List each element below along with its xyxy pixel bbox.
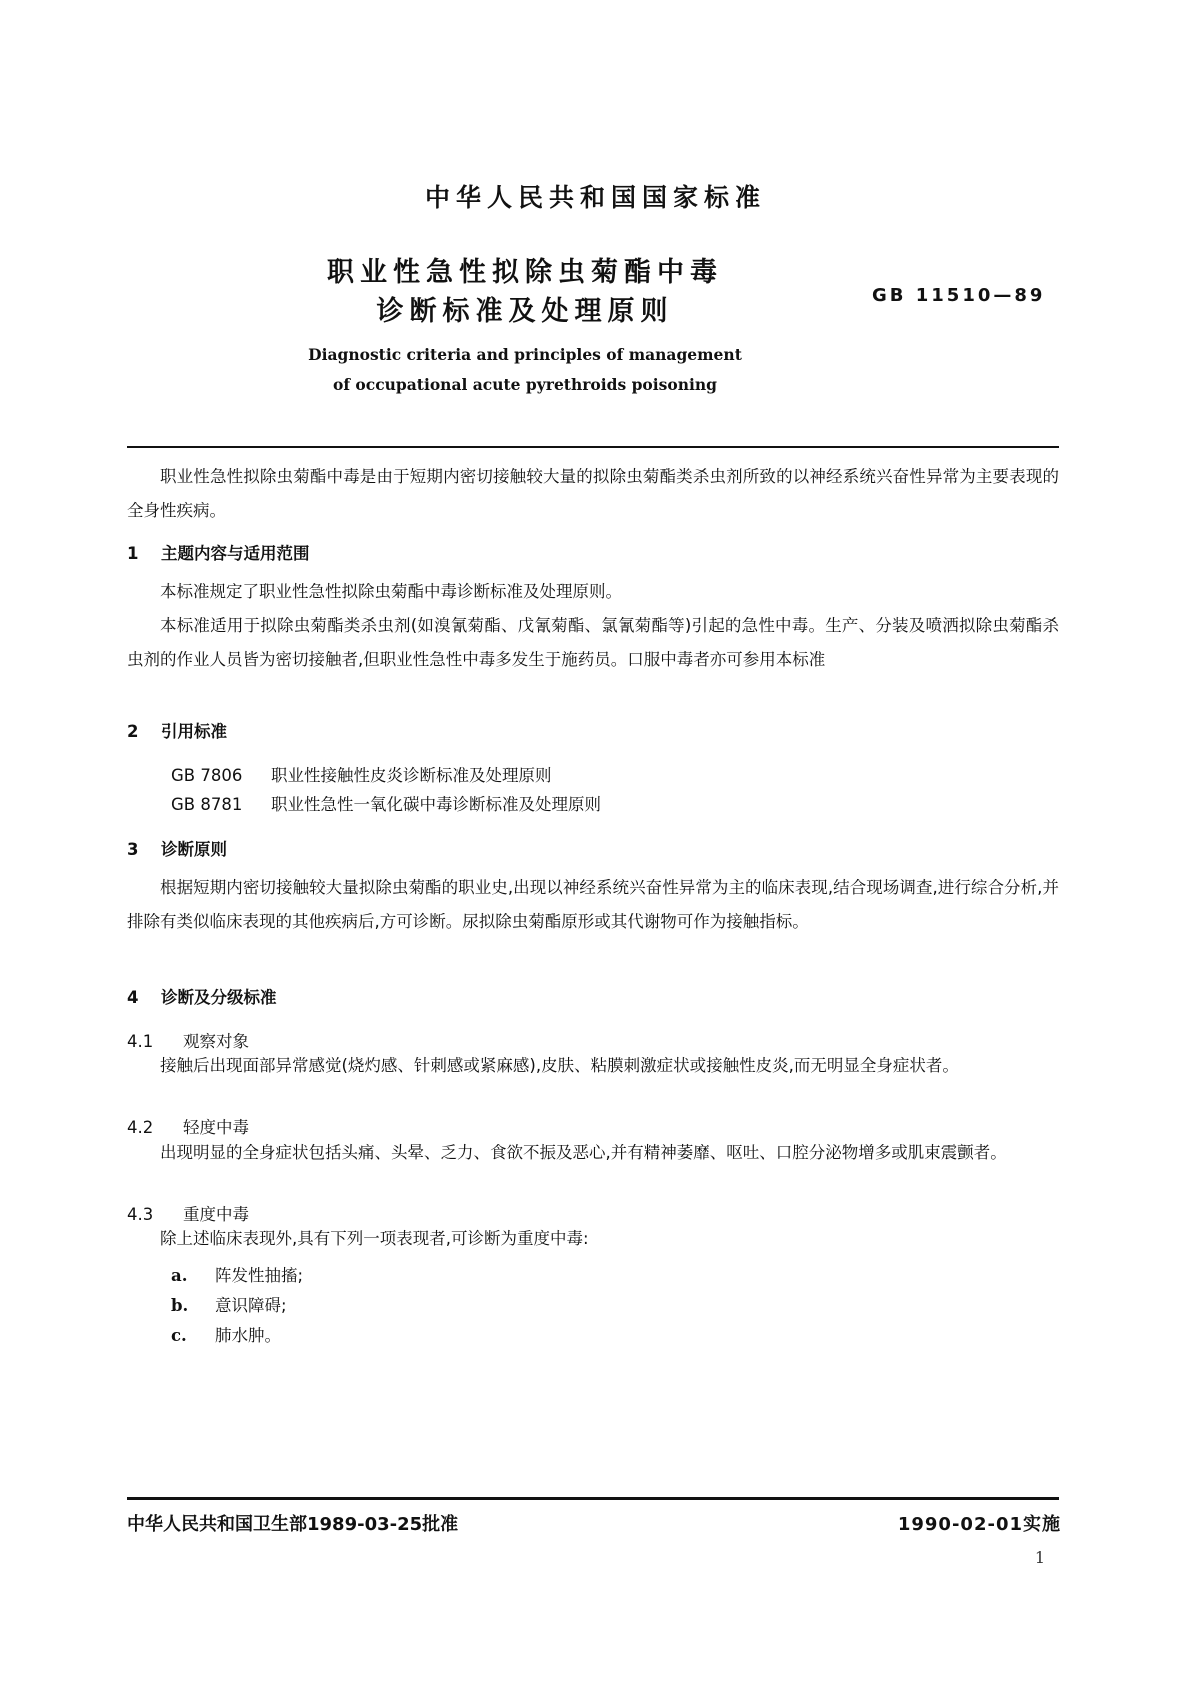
list-item-text: 阵发性抽搐;	[215, 1266, 304, 1285]
national-standard-header: 中华人民共和国国家标准	[424, 183, 766, 212]
subsection-4-3-title: 重度中毒	[183, 1205, 249, 1224]
subsection-4-3-text: 除上述临床表现外,具有下列一项表现者,可诊断为重度中毒:	[160, 1229, 589, 1248]
subsection-4-2-number: 4.2	[127, 1118, 154, 1137]
approval-line: 中华人民共和国卫生部1989-03-25批准	[127, 1514, 459, 1535]
subsection-4-2-body	[127, 1136, 1059, 1170]
list-marker: c.	[171, 1326, 187, 1345]
section-3-heading	[127, 836, 227, 860]
list-item-text: 意识障碍;	[215, 1296, 287, 1315]
section-3-title: 诊断原则	[161, 840, 227, 859]
title-cn-line2: 诊断标准及处理原则	[376, 296, 674, 327]
list-item	[171, 1292, 287, 1316]
header-divider	[127, 446, 1059, 448]
section-1-heading	[127, 540, 310, 564]
section-1-p1: 本标准规定了职业性急性拟除虫菊酯中毒诊断标准及处理原则。	[160, 582, 622, 601]
list-marker: a.	[171, 1266, 188, 1285]
section-2-title: 引用标准	[161, 722, 227, 741]
page-number: 1	[1034, 1548, 1045, 1567]
section-1-number: 1	[127, 544, 139, 563]
list-item-text: 肺水肿。	[215, 1326, 281, 1345]
subsection-4-1-text: 接触后出现面部异常感觉(烧灼感、针刺感或紧麻感),皮肤、粘膜刺激症状或接触性皮炎,而无明显全身症状者。	[160, 1056, 959, 1075]
reference-item	[171, 791, 601, 815]
reference-code: GB 8781	[171, 795, 243, 814]
footer-divider	[127, 1497, 1059, 1500]
subsection-4-1-number: 4.1	[127, 1032, 154, 1051]
section-1-title: 主题内容与适用范围	[161, 544, 310, 563]
section-3-p1: 根据短期内密切接触较大量拟除虫菊酯的职业史,出现以神经系统兴奋性异常为主的临床表现,结合现场调查,进行综合分析,并排除有类似临床表现的其他疾病后,方可诊断。尿拟除虫菊酯原形或其代谢物可作为接触指标。	[127, 878, 1059, 931]
reference-code: GB 7806	[171, 766, 243, 785]
section-4-number: 4	[127, 988, 139, 1007]
list-item	[171, 1322, 281, 1346]
subsection-4-2-title: 轻度中毒	[183, 1118, 249, 1137]
section-2-heading	[127, 718, 227, 742]
intro-text: 职业性急性拟除虫菊酯中毒是由于短期内密切接触较大量的拟除虫菊酯类杀虫剂所致的以神经系统兴奋性异常为主要表现的全身性疾病。	[127, 467, 1059, 520]
subsection-4-2-heading	[127, 1114, 249, 1138]
title-cn-line1: 职业性急性拟除虫菊酯中毒	[327, 257, 723, 288]
title-en-line1: Diagnostic criteria and principles of management	[308, 345, 742, 364]
reference-title: 职业性接触性皮炎诊断标准及处理原则	[271, 766, 552, 785]
section-1-p2: 本标准适用于拟除虫菊酯类杀虫剂(如溴氰菊酯、戊氰菊酯、氯氰菊酯等)引起的急性中毒。生产、分装及喷洒拟除虫菊酯杀虫剂的作业人员皆为密切接触者,但职业性急性中毒多发生于施药员。口服中毒者亦可参用本标准	[127, 616, 1059, 669]
section-4-title: 诊断及分级标准	[161, 988, 277, 1007]
effective-date: 1990-02-01实施	[897, 1514, 1061, 1535]
subsection-4-2-text: 出现明显的全身症状包括头痛、头晕、乏力、食欲不振及恶心,并有精神萎靡、呕吐、口腔分泌物增多或肌束震颤者。	[160, 1143, 1007, 1162]
section-4-heading	[127, 984, 277, 1008]
section-3-body	[127, 871, 1059, 939]
subsection-4-3-body	[127, 1222, 1059, 1256]
list-marker: b.	[171, 1296, 189, 1315]
section-3-number: 3	[127, 840, 139, 859]
reference-title: 职业性急性一氧化碳中毒诊断标准及处理原则	[271, 795, 601, 814]
section-1-body	[127, 575, 1059, 677]
title-en-line2: of occupational acute pyrethroids poisoning	[333, 375, 717, 394]
section-2-number: 2	[127, 722, 139, 741]
standard-code: GB 11510—89	[872, 285, 1046, 306]
list-item	[171, 1262, 303, 1286]
reference-item	[171, 762, 552, 786]
subsection-4-1-title: 观察对象	[183, 1032, 249, 1051]
subsection-4-3-number: 4.3	[127, 1205, 154, 1224]
intro-paragraph	[127, 460, 1059, 528]
subsection-4-1-body	[127, 1049, 1059, 1083]
